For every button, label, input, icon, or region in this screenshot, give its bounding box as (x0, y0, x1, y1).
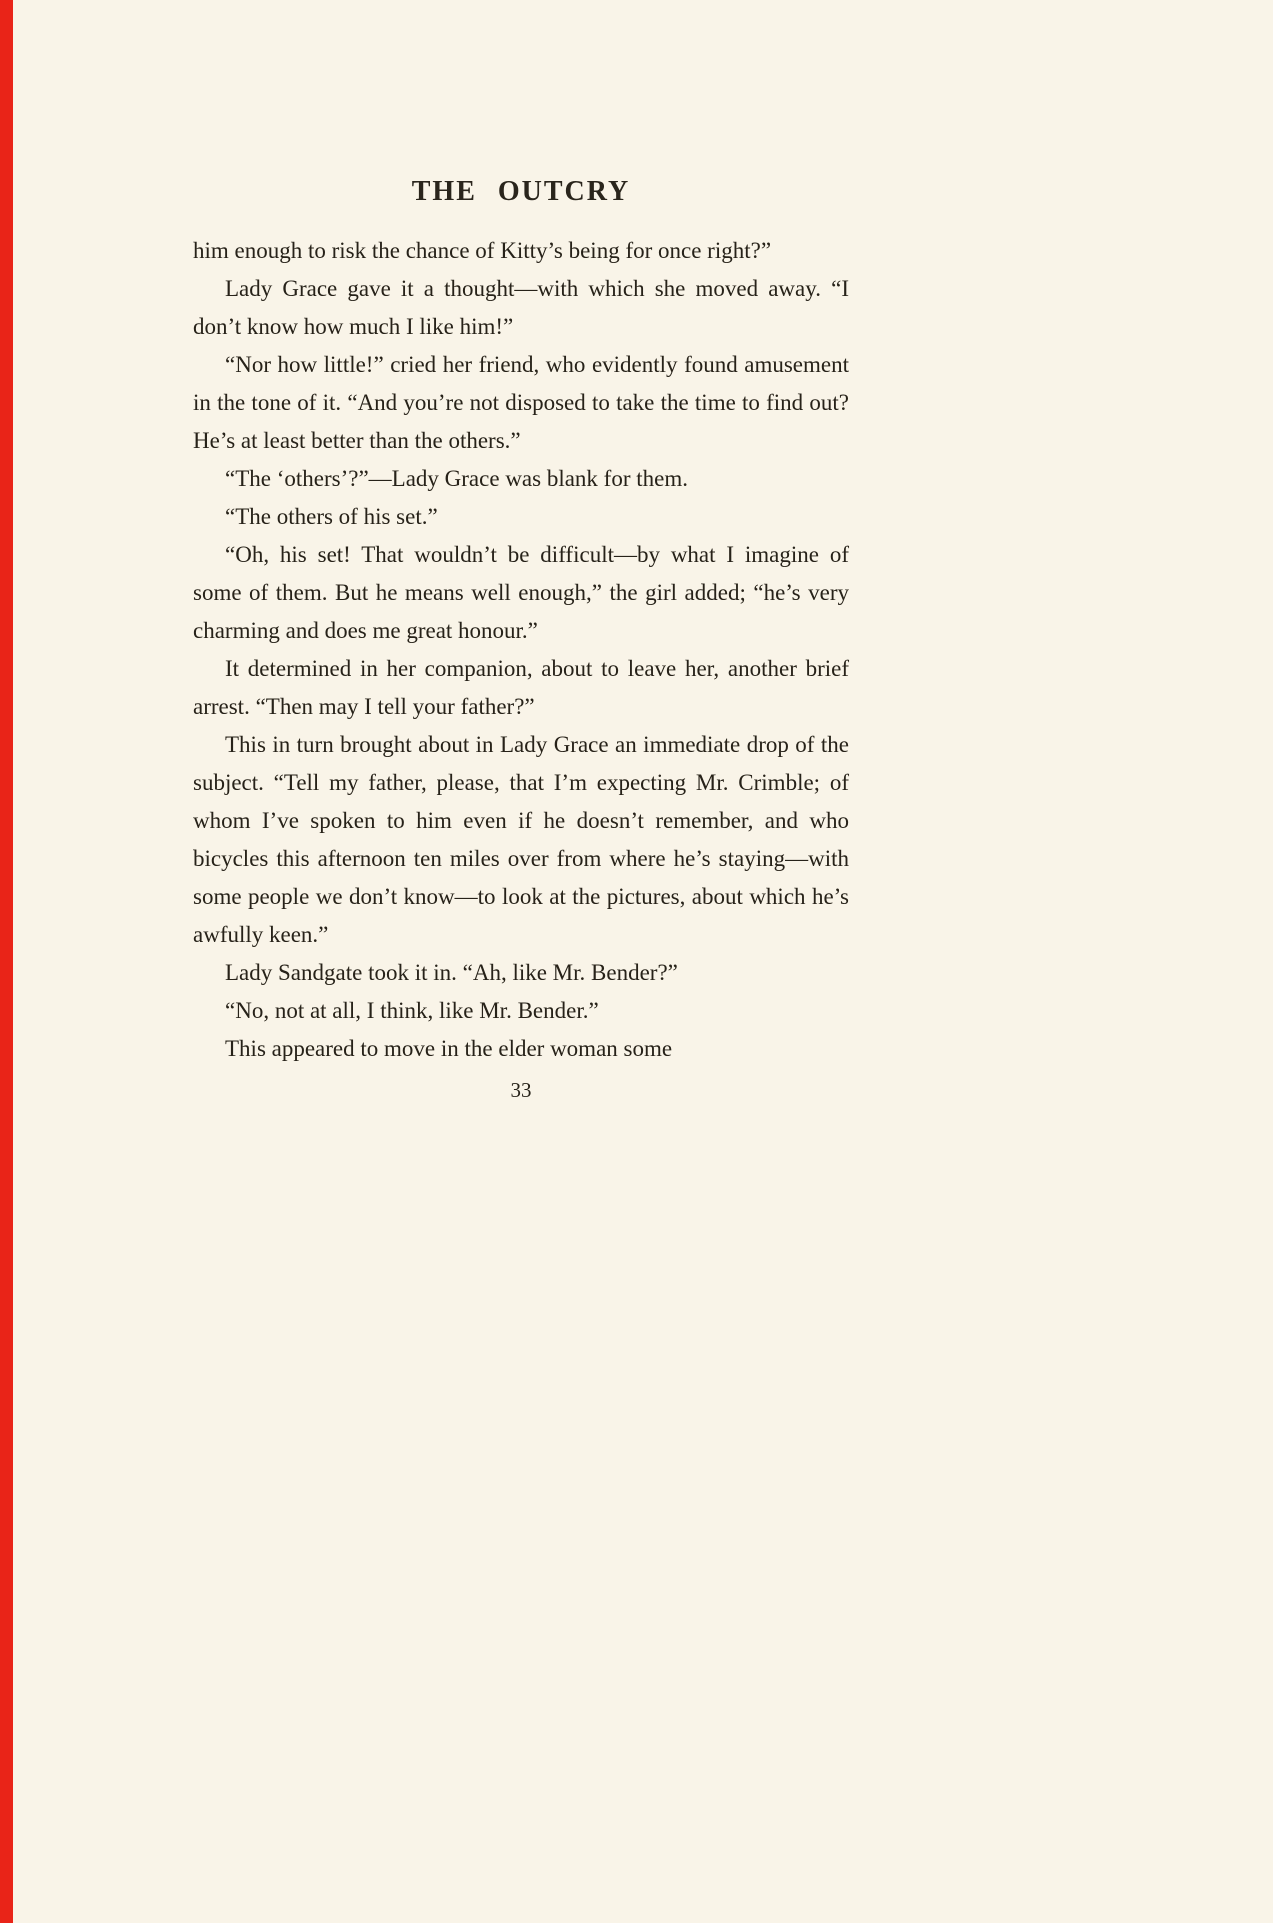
paragraph: “Nor how little!” cried her friend, who evidently found amusement in the tone of it. “And you’re not disposed to take the time to find out? He’s at least better than the others.” (193, 352, 849, 453)
paragraph: This in turn brought about in Lady Grace an immediate drop of the subject. “Tell my father, please, that I’m expecting Mr. Crimble; of whom I’ve spoken to him even if he doesn’t remember, and who bicycles this afternoon ten miles over from where he’s staying—with some people we don’t know—to look at the pictures, about which he’s awfully keen.” (193, 732, 849, 947)
page-number: 33 (510, 1078, 532, 1102)
scan-edge-strip (0, 0, 13, 1923)
paragraph: him enough to risk the chance of Kitty’s being for once right?” (193, 238, 772, 263)
running-header: THE OUTCRY (411, 176, 631, 207)
page-content (193, 176, 849, 1103)
paragraph: This appeared to move in the elder woman some (225, 1036, 673, 1061)
paragraph: “No, not at all, I think, like Mr. Bender.” (225, 998, 599, 1023)
paragraph: Lady Sandgate took it in. “Ah, like Mr. Bender?” (225, 960, 678, 985)
paragraph: It determined in her companion, about to leave her, another brief arrest. “Then may I tell your father?” (193, 656, 849, 719)
paragraph: “The ‘others’?”—Lady Grace was blank for them. (225, 466, 688, 491)
body-text (193, 232, 849, 1068)
paragraph: Lady Grace gave it a thought—with which she moved away. “I don’t know how much I like him!” (193, 276, 849, 339)
paragraph: “The others of his set.” (225, 504, 438, 529)
paragraph: “Oh, his set! That wouldn’t be difficult—by what I imagine of some of them. But he means well enough,” the girl added; “he’s very charming and does me great honour.” (193, 542, 849, 643)
